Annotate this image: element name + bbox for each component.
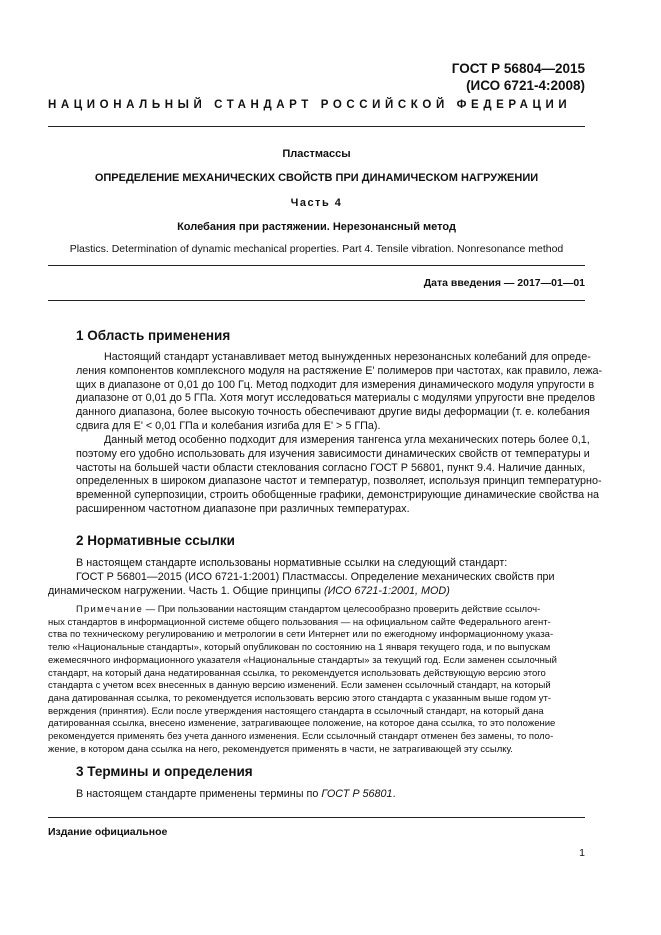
paragraph-line: диапазоне от 0,01 до 5 ГПа. Хотя могут исследоваться материалы с модулями упругости вне пределов xyxy=(76,392,596,405)
standard-designation xyxy=(452,60,585,94)
section-2-note xyxy=(48,604,585,756)
paragraph-line: сдвига для E' < 0,01 ГПа и колебания изгиба для E' > 5 ГПа). xyxy=(76,419,381,432)
introduction-date: Дата введения — 2017—01—01 xyxy=(423,277,585,289)
section-2-intro xyxy=(76,557,585,571)
note-line: рекомендуется применять без учета данного изменения. Если ссылочный стандарт отменен без замены, то поло- xyxy=(48,731,554,743)
date-divider xyxy=(48,300,585,301)
paragraph-line: ления компонентов комплексного модуля на растяжение E' полимеров при частотах, как правило, лежа- xyxy=(76,364,603,377)
reference-iso: (ИСО 6721-1:2001, MOD) xyxy=(323,584,450,597)
paragraph-line: определенных в широком диапазоне частот и температур, позволяет, используя принцип температурно- xyxy=(76,475,602,488)
note-line: ных стандартов в информационной системе общего пользования — на официальном сайте Федерального агент- xyxy=(48,616,551,628)
title-part: Часть 4 xyxy=(290,197,343,209)
title-main: ОПРЕДЕЛЕНИЕ МЕХАНИЧЕСКИХ СВОЙСТВ ПРИ ДИНАМИЧЕСКОМ НАГРУЖЕНИИ xyxy=(94,172,539,184)
title-english: Plastics. Determination of dynamic mechanical properties. Part 4. Tensile vibration. Nonresonance method xyxy=(69,243,564,255)
iso-number: (ИСО 6721-4:2008) xyxy=(466,78,585,93)
section-1-heading: 1 Область применения xyxy=(76,328,231,343)
title-divider xyxy=(48,265,585,266)
header-divider xyxy=(48,126,585,127)
note-line: дана датированная ссылка, то рекомендуется использовать версию этого стандарта с указанным выше годом ут- xyxy=(48,692,552,704)
paragraph-line xyxy=(76,788,585,802)
paragraph-line: расширенном частотном диапазоне при различных температурах. xyxy=(76,502,410,515)
national-standard-line: НАЦИОНАЛЬНЫЙ СТАНДАРТ РОССИЙСКОЙ ФЕДЕРАЦИИ xyxy=(48,99,572,111)
paragraph-line: щих в диапазоне от 0,01 до 100 Гц. Метод подходит для измерения динамического модуля упругости в xyxy=(76,378,595,391)
paragraph-line: В настоящем стандарте использованы нормативные ссылки на следующий стандарт: xyxy=(76,557,508,569)
note-first-line xyxy=(48,604,585,617)
note-line: верждения (принятия). Если после утверждения настоящего стандарта в ссылочный стандарт, на который дана xyxy=(48,705,544,717)
section-3-paragraph xyxy=(76,788,585,802)
reference-text: динамическом нагружении. Часть 1. Общие принципы xyxy=(48,584,324,597)
paragraph-line: временной суперпозиции, строить обобщенные графики, демонстрирующие динамические свойства на xyxy=(76,489,600,502)
note-line: стандарта с учетом всех внесенных в данную версию изменений. Если заменен ссылочный стандарт, на который xyxy=(48,680,551,692)
paragraph-line: Настоящий стандарт устанавливает метод вынужденных нерезонансных колебаний для опреде- xyxy=(104,351,591,363)
section-2-heading: 2 Нормативные ссылки xyxy=(76,533,235,548)
note-line: телю «Национальные стандарты», который опубликован по состоянию на 1 января текущего года, и по выпускам xyxy=(48,642,551,654)
note-line: стандарт, на который дана недатированная ссылка, то рекомендуется использовать действующую версию этого xyxy=(48,667,546,679)
title-subtitle: Колебания при растяжении. Нерезонансный метод xyxy=(177,221,456,233)
terms-reference: ГОСТ Р 56801 xyxy=(321,788,393,800)
note-line: ежемесячного информационного указателя «Национальные стандарты» за текущий год. Если заменен ссылочный xyxy=(48,654,557,666)
terms-period: . xyxy=(392,788,396,800)
note-line: жение, в котором дана ссылка на него, рекомендуется применять в части, не затрагивающей эту ссылку. xyxy=(48,743,513,755)
note-first-text: — При пользовании настоящим стандартом целесообразно проверить действие ссылоч- xyxy=(143,604,541,615)
paragraph-line: частоты на большей части области стеклования согласно ГОСТ Р 56801, пункт 9.4. Наличие данных, xyxy=(76,461,586,474)
official-edition-label: Издание официальное xyxy=(48,826,168,838)
terms-text: В настоящем стандарте применены термины по xyxy=(76,788,322,800)
standard-number: ГОСТ Р 56804—2015 xyxy=(451,61,585,76)
paragraph-line: данного диапазона, более высокую точность обеспечивают другие виды деформации (т. е. колебания xyxy=(76,406,590,419)
note-line: датированная ссылка, внесено изменение, затрагивающее положение, на которое дана ссылка, то это положение xyxy=(48,718,556,730)
paragraph-line: поэтому его удобно использовать для изучения зависимости динамических свойств от температуры и xyxy=(76,447,590,460)
footer-divider xyxy=(48,817,585,818)
note-lead: Примечание xyxy=(76,604,143,615)
title-topic: Пластмассы xyxy=(282,148,351,160)
section-3-heading: 3 Термины и определения xyxy=(76,764,253,779)
section-1-paragraph-1 xyxy=(76,351,603,434)
paragraph-line: Данный метод особенно подходит для измерения тангенса угла механических потерь более 0,1, xyxy=(104,434,590,446)
page-number: 1 xyxy=(579,847,585,859)
section-1-paragraph-2 xyxy=(76,434,602,517)
reference-line-2 xyxy=(48,585,585,599)
reference-line: ГОСТ Р 56801—2015 (ИСО 6721-1:2001) Пластмассы. Определение механических свойств при xyxy=(76,571,555,583)
normative-reference xyxy=(48,571,585,599)
note-line: ства по техническому регулированию и метрологии в сети Интернет или по ежегодному информационному указа- xyxy=(48,629,554,641)
